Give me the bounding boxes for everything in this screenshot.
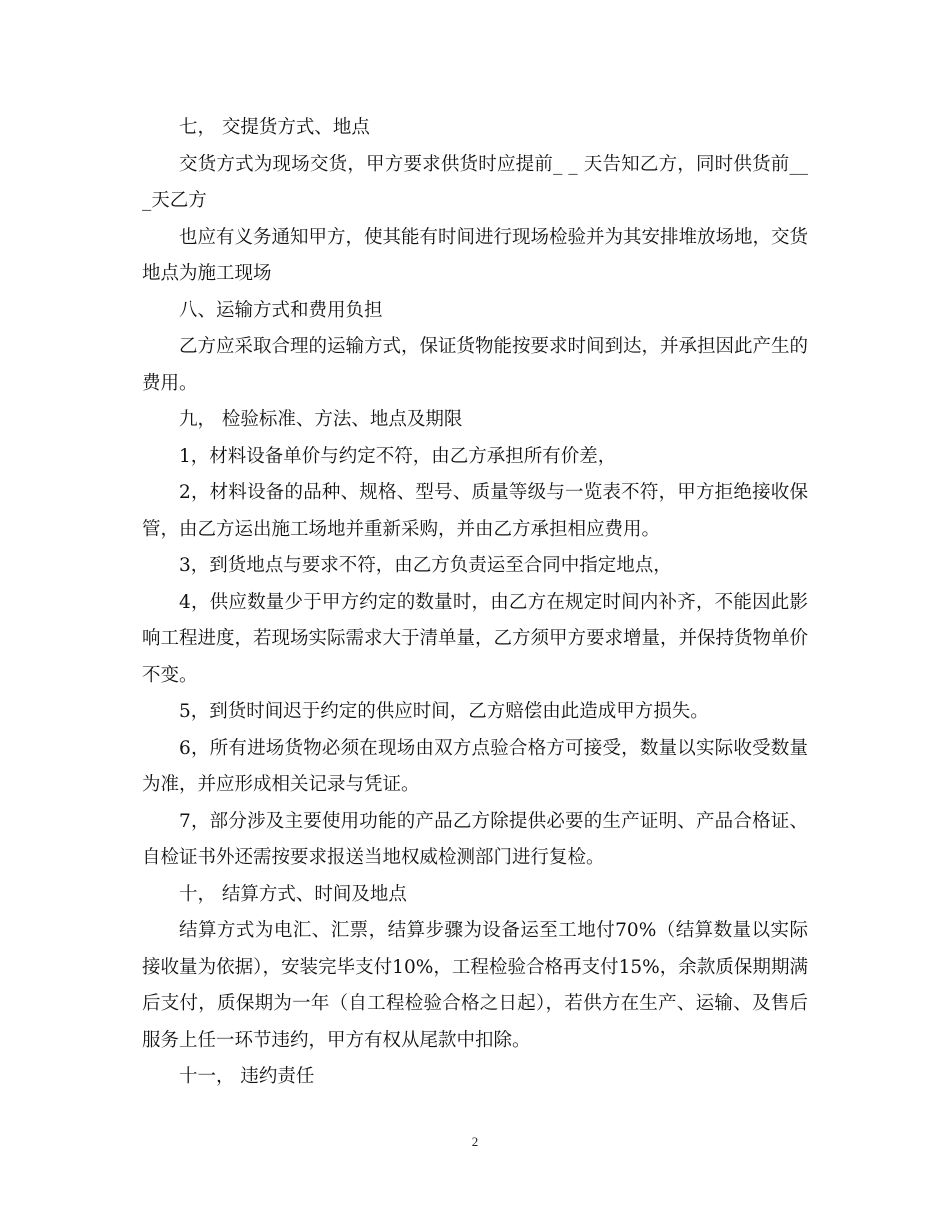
paragraph-transport: 乙方应采取合理的运输方式，保证货物能按要求时间到达，并承担因此产生的费用。 — [142, 336, 809, 394]
section-heading-liability: 十一， 违约责任 — [179, 1066, 315, 1087]
inspection-item-1: 1，材料设备单价与约定不符，由乙方承担所有价差， — [179, 445, 617, 467]
paragraph-delivery-method: 交货方式为现场交货，甲方要求供货时应提前_ _ 天告知乙方，同时供货前___天乙方 — [142, 153, 808, 211]
section-heading-inspection: 九， 检验标准、方法、地点及期限 — [179, 409, 463, 430]
inspection-item-2: 2，材料设备的品种、规格、型号、质量等级与一览表不符，甲方拒绝接收保管，由乙方运出施工场地并重新采购，并由乙方承担相应费用。 — [142, 482, 808, 540]
paragraph-settlement: 结算方式为电汇、汇票，结算步骤为设备运至工地付70%（结算数量以实际接收量为依据），安装完毕支付10%，工程检验合格再支付15%，余款质保期期满后支付，质保期为一年（自工程检验合格之日起），若供方在生产、运输、及售后服务上任一环节违约，甲方有权从尾款中扣除。 — [142, 920, 808, 1051]
section-heading-settlement: 十， 结算方式、时间及地点 — [179, 883, 407, 905]
paragraph-delivery-notice: 也应有义务通知甲方，使其能有时间进行现场检验并为其安排堆放场地，交货地点为施工现场 — [142, 226, 809, 284]
inspection-item-5: 5，到货时间迟于约定的供应时间，乙方赔偿由此造成甲方损失。 — [179, 701, 709, 722]
inspection-item-3: 3，到货地点与要求不符，由乙方负责运至合同中指定地点， — [179, 555, 672, 576]
section-heading-transport: 八、运输方式和费用负担 — [179, 299, 383, 321]
page-number: 2 — [471, 1134, 479, 1149]
inspection-item-7: 7，部分涉及主要使用功能的产品乙方除提供必要的生产证明、产品合格证、自检证书外还需按要求报送当地权威检测部门进行复检。 — [142, 810, 808, 868]
section-heading-delivery: 七， 交提货方式、地点 — [179, 117, 370, 138]
inspection-item-6: 6，所有进场货物必须在现场由双方点验合格方可接受，数量以实际收受数量为准，并应形成相关记录与凭证。 — [142, 737, 808, 795]
inspection-item-4: 4，供应数量少于甲方约定的数量时，由乙方在规定时间内补齐，不能因此影响工程进度，若现场实际需求大于清单量，乙方须甲方要求增量，并保持货物单价不变。 — [142, 591, 809, 686]
